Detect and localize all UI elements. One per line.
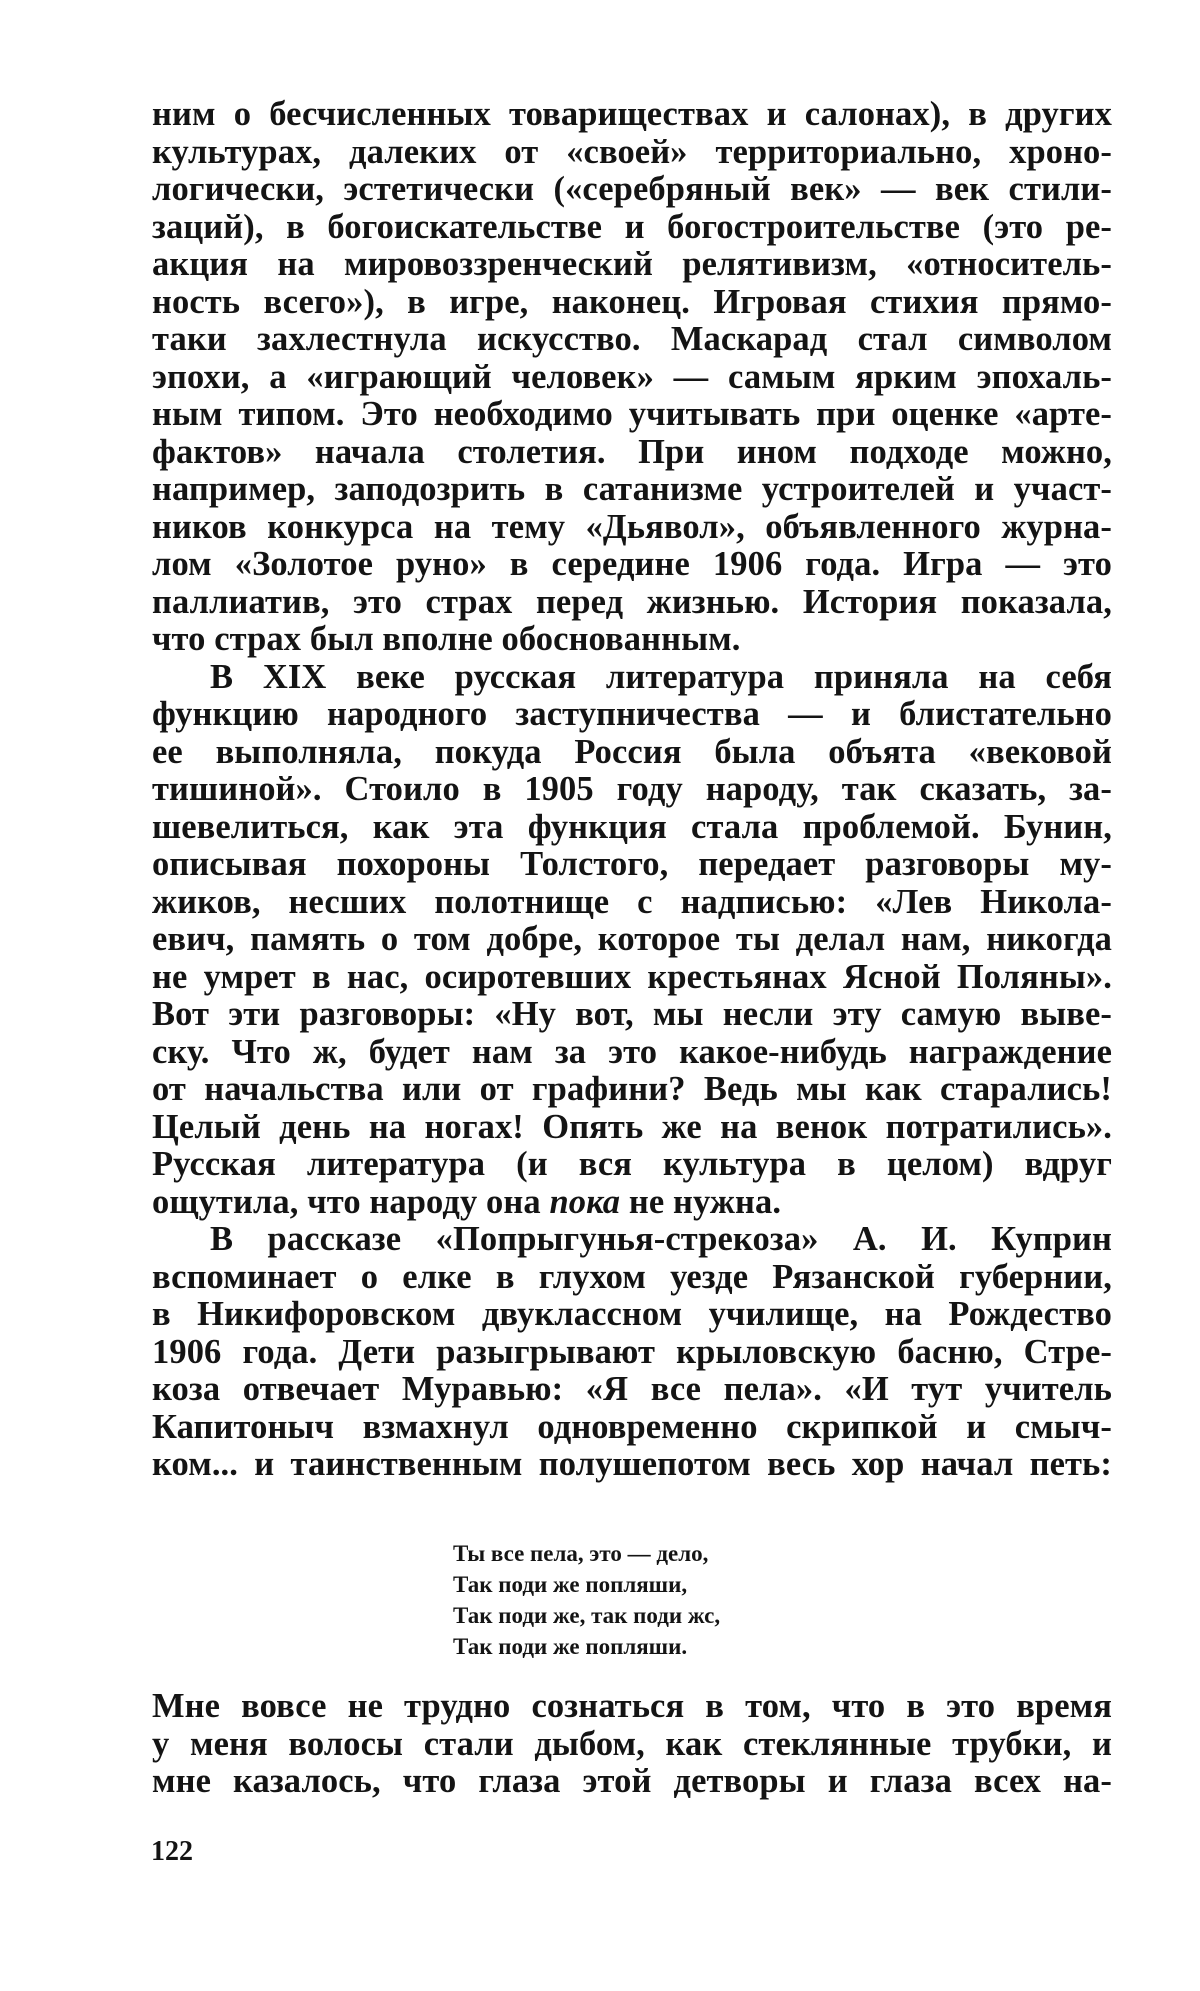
text-line: у меня волосы стали дыбом, как стеклянные трубки, и [152, 1726, 1112, 1764]
text-line: тишиной». Стоило в 1905 году народу, так сказать, за- [152, 771, 1112, 809]
paragraph-2 [152, 659, 1112, 1222]
text-line: ным типом. Это необходимо учитывать при оценке «арте- [152, 396, 1112, 434]
text-line: культурах, далеких от «своей» территориально, хроно- [152, 134, 1112, 172]
verse-line: Так поди же попляши, [453, 1569, 873, 1600]
text-line: функцию народного заступничества — и блистательно [152, 696, 1112, 734]
text-line: паллиатив, это страх перед жизнью. История показала, [152, 584, 1112, 622]
text-line: таки захлестнула искусство. Маскарад стал символом [152, 321, 1112, 359]
text-line: эпохи, а «играющий человек» — самым ярким эпохаль- [152, 359, 1112, 397]
paragraph-3 [152, 1221, 1112, 1484]
text-line: не умрет в нас, осиротевших крестьянах Ясной Поляны». [152, 959, 1112, 997]
text-line: ее выполняла, покуда Россия была объята «вековой [152, 734, 1112, 772]
text-line: фактов» начала столетия. При ином подходе можно, [152, 434, 1112, 472]
text-line: В XIX веке русская литература приняла на себя [152, 659, 1112, 697]
text-line: Мне вовсе не трудно сознаться в том, что в это время [152, 1688, 1112, 1726]
text-line: например, заподозрить в сатанизме устроителей и участ- [152, 471, 1112, 509]
paragraph-1 [152, 96, 1112, 659]
text-line: шевелиться, как эта функция стала проблемой. Бунин, [152, 809, 1112, 847]
text-line: вспоминает о елке в глухом уезде Рязанской губернии, [152, 1259, 1112, 1297]
text-line: акция на мировоззренческий релятивизм, «относитель- [152, 246, 1112, 284]
text-line: в Никифоровском двуклассном училище, на Рождество [152, 1296, 1112, 1334]
text-line: евич, память о том добре, которое ты делал нам, никогда [152, 921, 1112, 959]
text-line: описывая похороны Толстого, передает разговоры му- [152, 846, 1112, 884]
text-line: лом «Золотое руно» в середине 1906 года. Игра — это [152, 546, 1112, 584]
text-line: заций), в богоискательстве и богостроительстве (это ре- [152, 209, 1112, 247]
text-line: коза отвечает Муравью: «Я все пела». «И тут учитель [152, 1371, 1112, 1409]
text-line: ников конкурса на тему «Дьявол», объявленного журна- [152, 509, 1112, 547]
text-line-with-emphasis [152, 1184, 1112, 1222]
verse-line: Ты все пела, это — дело, [453, 1538, 873, 1569]
text-line: от начальства или от графини? Ведь мы как старались! [152, 1071, 1112, 1109]
text-line: Капитоныч взмахнул одновременно скрипкой и смыч- [152, 1409, 1112, 1447]
paragraph-4 [152, 1688, 1112, 1801]
page-number: 122 [151, 1836, 193, 1868]
text-line: что страх был вполне обоснованным. [152, 621, 1112, 659]
emphasized-word: пока [549, 1183, 620, 1221]
text-fragment: не нужна. [620, 1183, 781, 1221]
text-line: Целый день на ногах! Опять же на венок потратились». [152, 1109, 1112, 1147]
text-line: логически, эстетически («серебряный век» — век стили- [152, 171, 1112, 209]
text-line: Вот эти разговоры: «Ну вот, мы несли эту самую выве- [152, 996, 1112, 1034]
text-line: ность всего»), в игре, наконец. Игровая стихия прямо- [152, 284, 1112, 322]
text-line: ним о бесчисленных товариществах и салонах), в других [152, 96, 1112, 134]
text-line: Русская литература (и вся культура в целом) вдруг [152, 1146, 1112, 1184]
verse-quote [453, 1538, 873, 1662]
text-line: ску. Что ж, будет нам за это какое-нибудь награждение [152, 1034, 1112, 1072]
text-line: ком... и таинственным полушепотом весь хор начал петь: [152, 1446, 1112, 1484]
verse-line: Так поди же, так поди жс, [453, 1600, 873, 1631]
text-line: В рассказе «Попрыгунья-стрекоза» А. И. Куприн [152, 1221, 1112, 1259]
text-line: мне казалось, что глаза этой детворы и глаза всех на- [152, 1763, 1112, 1801]
verse-line: Так поди же попляши. [453, 1631, 873, 1662]
main-text-block [152, 96, 1112, 1484]
text-fragment: ощутила, что народу она [152, 1183, 549, 1221]
text-line: жиков, несших полотнище с надписью: «Лев Никола- [152, 884, 1112, 922]
text-line: 1906 года. Дети разыгрывают крыловскую басню, Стре- [152, 1334, 1112, 1372]
